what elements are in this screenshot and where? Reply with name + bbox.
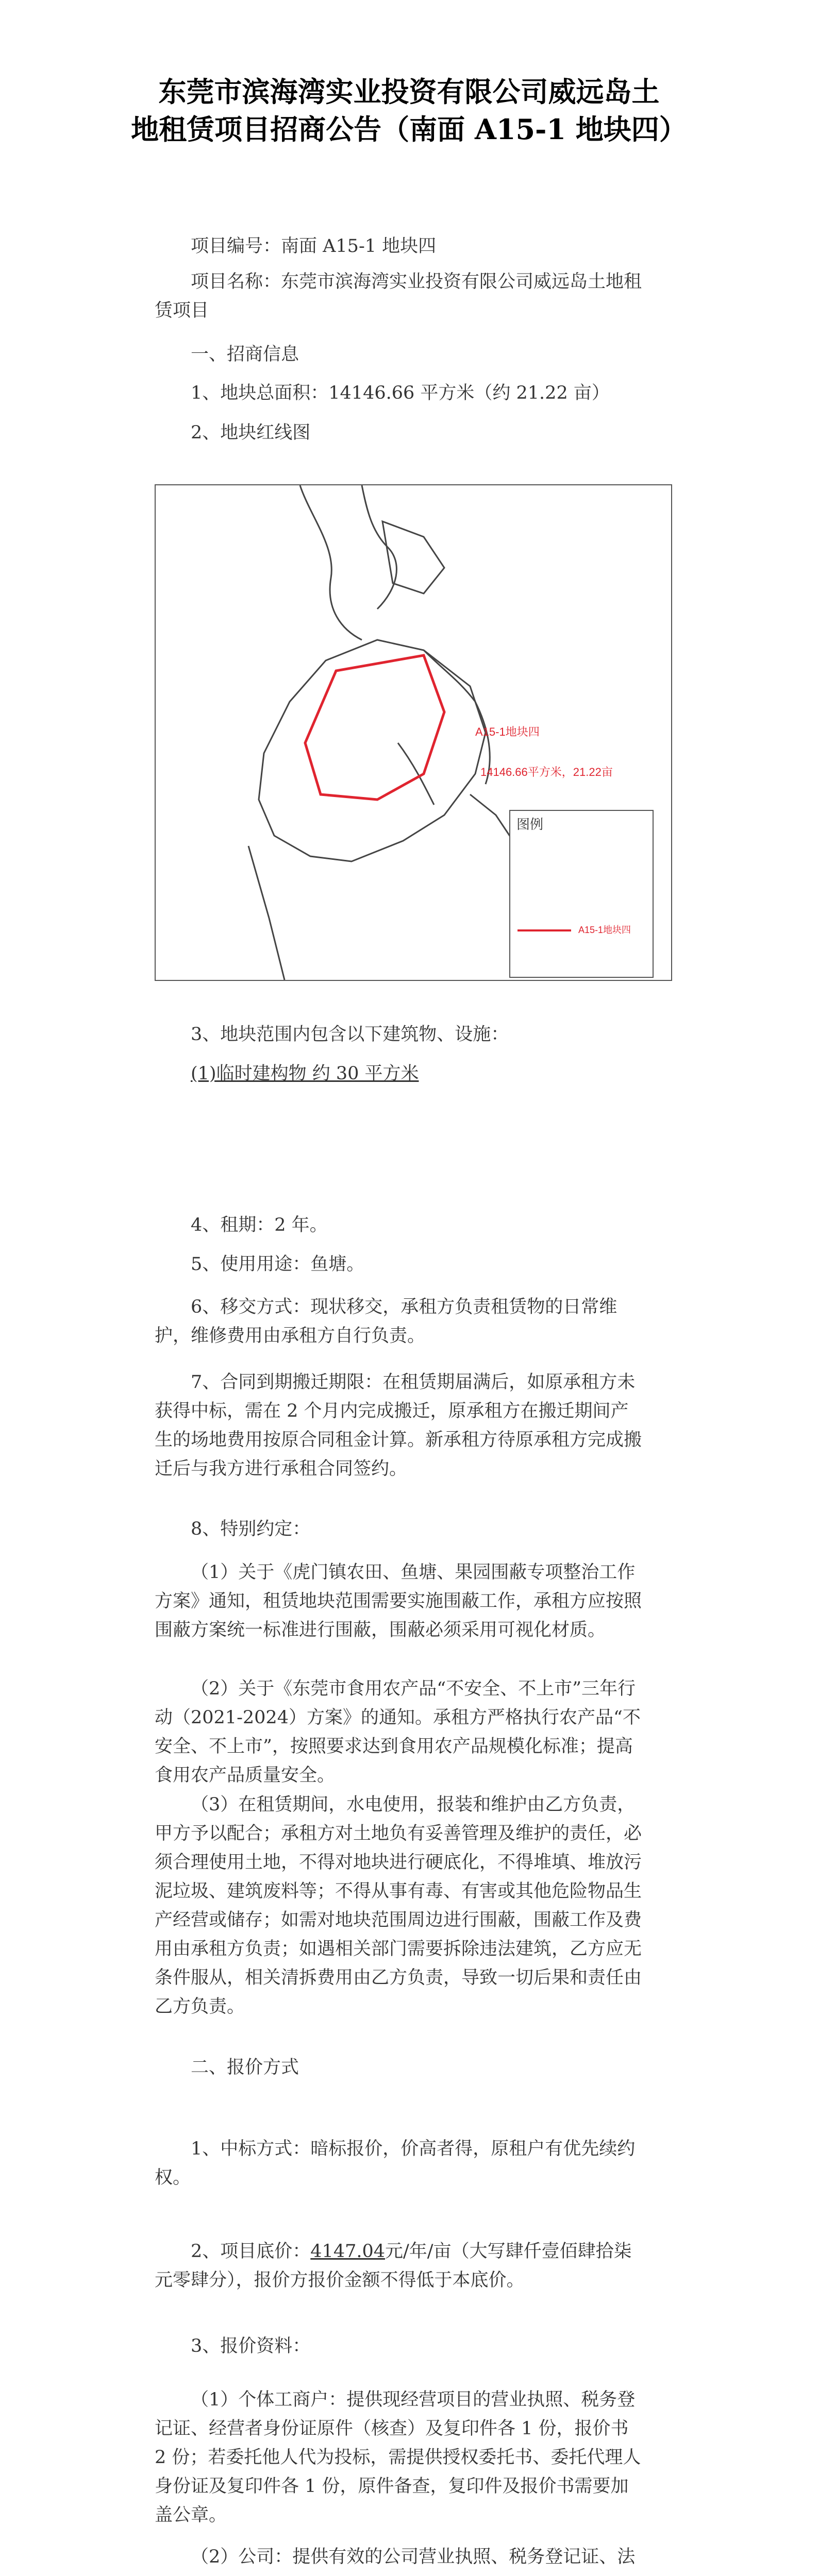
legend-title: 图例 xyxy=(516,817,544,832)
section1-item8-1: （1）关于《虎门镇农田、鱼塘、果园围蔽专项整治工作方案》通知，租赁地块范围需要实施围蔽工作，承租方应按照围蔽方案统一标准进行围蔽，围蔽必须采用可视化材质。 xyxy=(155,1562,642,1640)
section1-item6: 6、移交方式：现状移交，承租方负责租赁物的日常维护，维修费用由承租方自行负责。 xyxy=(155,1297,617,1346)
section2-item3: 3、报价资料： xyxy=(191,2336,311,2357)
map-parcel-outline xyxy=(382,521,444,594)
map-road-line xyxy=(248,846,285,980)
section1-item3: 3、地块范围内包含以下建筑物、设施： xyxy=(191,1024,509,1045)
map-legend xyxy=(509,810,654,978)
section1-item2: 2、地块红线图 xyxy=(191,422,311,443)
section2-heading: 二、报价方式 xyxy=(191,2057,299,2078)
map-area-outline xyxy=(259,640,486,861)
section1-item8-2: （2）关于《东莞市食用农产品“不安全、不上市”三年行动（2021-2024）方案》的通知。承租方严格执行农产品“不安全、不上市”，按照要求达到食用农产品规模化标准；提高食用农产品质量安全。 xyxy=(155,1679,641,1786)
red-line-parcel xyxy=(305,655,444,800)
map-boundary-line xyxy=(300,485,362,640)
section1-item1: 1、地块总面积：14146.66 平方米（约 21.22 亩） xyxy=(191,383,610,403)
section1-item8-3: （3）在租赁期间，水电使用，报装和维护由乙方负责，甲方予以配合；承租方对土地负有妥善管理及维护的责任，必须合理使用土地，不得对地块进行硬底化，不得堆填、堆放污泥垃圾、建筑废料等；不得从事有毒、有害或其他危险物品生产经营或储存；如需对地块范围周边进行围蔽，围蔽工作及费用由承租方负责；如遇相关部门需要拆除违法建筑，乙方应无条件服从，相关清拆费用由乙方负责，导致一切后果和责任由乙方负责。 xyxy=(155,1794,642,2017)
section1-heading: 一、招商信息 xyxy=(191,344,299,365)
project-name-line-2: 赁项目 xyxy=(155,300,209,321)
project-name-line-1: 项目名称：东莞市滨海湾实业投资有限公司威远岛土地租 xyxy=(191,272,642,292)
section1-item5: 5、使用用途：鱼塘。 xyxy=(191,1254,365,1275)
section1-item3-detail: (1)临时建构物 约 30 平方米 xyxy=(191,1063,419,1084)
legend-red-line-swatch xyxy=(517,929,571,931)
section2-item2 xyxy=(155,2237,644,2295)
section2-item1: 1、中标方式：暗标报价，价高者得，原租户有优先续约权。 xyxy=(155,2139,636,2188)
legend-item-label: A15-1地块四 xyxy=(578,925,631,935)
item2-prefix: 2、项目底价： xyxy=(191,2241,311,2262)
base-price: 4147.04 xyxy=(310,2241,386,2262)
section1-item8: 8、特别约定： xyxy=(191,1519,311,1539)
section1-item4: 4、租期：2 年。 xyxy=(191,1215,328,1235)
title-line-1: 东莞市滨海湾实业投资有限公司威远岛土 xyxy=(158,75,660,108)
project-number: 项目编号：南面 A15-1 地块四 xyxy=(191,236,437,257)
section2-item3-2: （2）公司：提供有效的公司营业执照、税务登记证、法 xyxy=(191,2547,636,2567)
map-canal-line xyxy=(398,743,434,805)
title-line-2: 地租赁项目招商公告（南面 A15-1 地块四） xyxy=(131,113,687,146)
map-parcel-area-label: 14146.66平方米，21.22亩 xyxy=(480,766,613,778)
item2-rest: 元/年/亩（大写肆仟壹佰肆拾柒元零肆分），报价方报价金额不得低于本底价。 xyxy=(155,2241,632,2291)
section1-item7: 7、合同到期搬迁期限：在租赁期届满后，如原承租方未获得中标，需在 2 个月内完成搬迁，原承租方在搬迁期间产生的场地费用按原合同租金计算。新承租方待原承租方完成搬迁后与我方进行承租合同签约。 xyxy=(155,1372,642,1479)
section2-item3-1: （1）个体工商户：提供现经营项目的营业执照、税务登记证、经营者身份证原件（核查）及复印件各 1 份，报价书 2 份；若委托他人代为投标，需提供授权委托书、委托代理人身份证及复印件各 1 份，原件备查，复印件及报价书需要加盖公章。 xyxy=(155,2389,641,2526)
map-parcel-label: A15-1地块四 xyxy=(475,725,540,738)
map-boundary-line xyxy=(362,485,396,609)
